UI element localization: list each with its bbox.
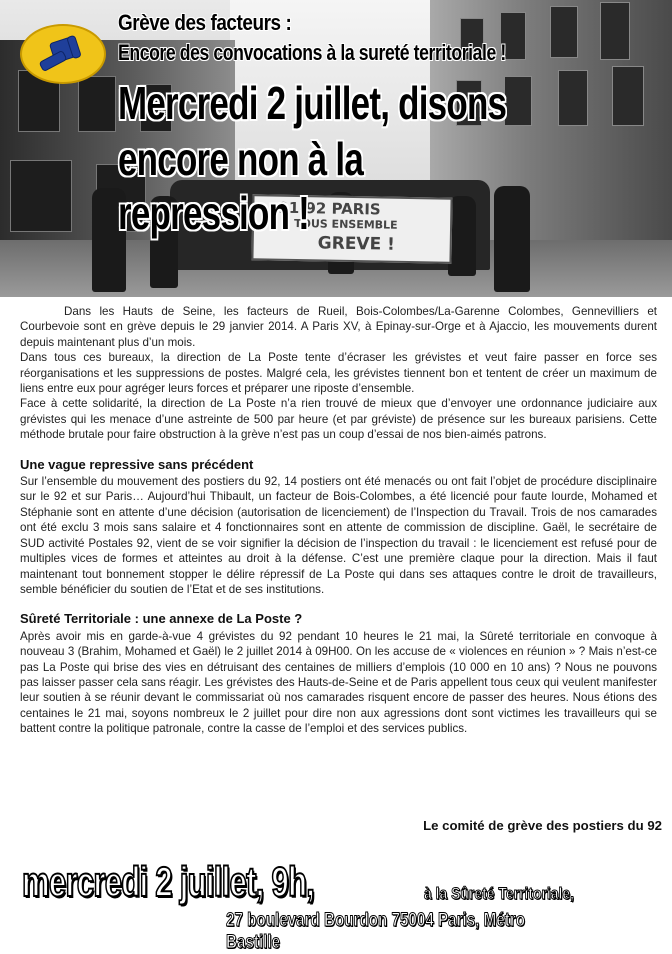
- signature: Le comité de grève des postiers du 92: [423, 818, 662, 833]
- paragraph: Face à cette solidarité, la direction de La Poste n’a rien trouvé de mieux que d’envoyer une ordonnance judiciaire aux grévistes qui les menace d’une astreinte de 500 par heure (et par gréviste) de présence sur les bureaux parisiens. Cette méthode brutale pour faire obstruction à la grève n’est pas un coup d’essai de nos bien-aimés patrons.: [20, 397, 657, 442]
- title-line-2: Encore des convocations à la sureté territoriale !: [118, 40, 506, 65]
- headline-line-1: Mercredi 2 juillet, disons: [118, 77, 507, 129]
- banner-text: GREVE !: [317, 233, 396, 255]
- banner-text: 91-92 PARIS: [278, 198, 381, 219]
- paragraph: Après avoir mis en garde-à-vue 4 grévistes du 92 pendant 10 heures le 21 mai, la Sûreté territoriale en convoque à nouveau 3 (Brahim, Mohamed et Gaël) le 2 juillet 2014 à 09H00. On les accuse de « violences en réunion » ? Mais n’est-ce pas La Poste qui brise des vies en détruisant des centaines de milliers d’emplois (10 000 en 10 ans) ? Nous ne pouvons pas laisser passer cela sans réagir. Les grévistes des Hauts-de-Seine et de Paris appellent tous ceux qui veulent manifester leur soutien à se réunir devant le commissariat où nos camarades risquent encore de passer des heures. Nous étions des centaines le 21 mai, soyons nombreux le 2 juillet pour dire non aux agressions dont sont victimes les travailleurs qui se battent contre la politique patronale, contre la casse de l’emploi et des services publics.: [20, 629, 657, 736]
- footer-date-time: mercredi 2 juillet, 9h,: [22, 858, 315, 905]
- section-heading: Une vague repressive sans précédent: [20, 456, 254, 472]
- paragraph: Sur l’ensemble du mouvement des postiers du 92, 14 postiers ont été menacés ou ont fait l’objet de procédure disciplinaire sur le 92 et sur Paris… Aujourd’hui Thibault, un facteur de Bois-Colombes, a été licencié pour faute lourde, Mohamed et Stéphanie sont en attente d’une décision (autorisation de licenciement) de l’Inspection du Travail. Trois de nos camarades ont été exclu 3 mois sans salaire et 4 fonctionnaires sont en attente de commission de discipline. Gaël, le secrétaire de SUD activité Postales 92, vient de se voir signifier la décision de l’inspection du travail : le licenciement est refusé pour de multiples vices de formes et atteintes au droit à la défense. C’est une première claque pour la direction. Mais il faut maintenant tout bonnement stopper le délire répressif de La Poste qui dans ses attaques contre le droit de travailleurs, semble bénéficier du soutien de l’Etat et de ses institutions.: [20, 475, 657, 596]
- title-line-1: Grève des facteurs :: [118, 10, 292, 35]
- footer-location-line-2: 27 boulevard Bourdon 75004 Paris, Métro Bastille: [226, 910, 526, 953]
- paragraph: Dans les Hauts de Seine, les facteurs de Rueil, Bois-Colombes/La-Garenne Colombes, Gennevilliers et Courbevoie sont en grève depuis le 29 janvier 2014. A Paris XV, à Epinay-sur-Orge et à Ajaccio, les mouvements durent depuis maintenant plus d’un mois.: [20, 305, 657, 349]
- header-photo: [0, 0, 672, 297]
- section-heading: Sûreté Territoriale : une annexe de La Poste ?: [20, 611, 303, 627]
- paragraph: Dans tous ces bureaux, la direction de La Poste tente d’écraser les grévistes et veut faire passer en force ses réorganisations et les suppressions de postes. Malgré cela, les grévistes tiennent bon et tentent de créer un maximum de liens entre eux pour agréger leurs forces et préparer une riposte d’ensemble.: [20, 351, 657, 396]
- fist-icon: [20, 24, 106, 84]
- banner-text: TOUS ENSEMBLE: [293, 216, 398, 232]
- headline-line-2: encore non à la repression !: [118, 133, 364, 239]
- footer-location-line-1: à la Sûreté Territoriale,: [424, 884, 575, 903]
- article-body: [20, 304, 657, 737]
